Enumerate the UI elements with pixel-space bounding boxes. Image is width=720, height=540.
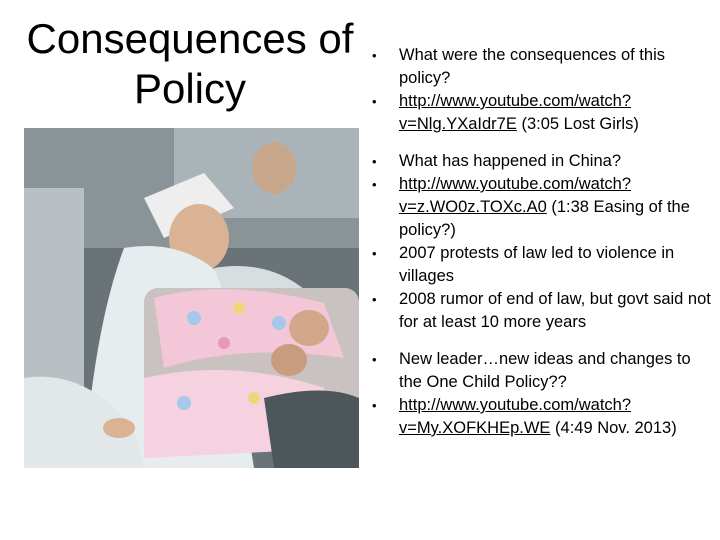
photo-illustration xyxy=(24,128,359,468)
bullet-item xyxy=(367,242,712,288)
youtube-link-nov-2013[interactable]: http://www.youtube.com/watch?v=My.XOFKHEp.WE xyxy=(399,396,632,437)
bullet-item xyxy=(367,150,712,173)
bullet-item xyxy=(367,173,712,242)
bullet-item xyxy=(367,90,712,136)
bullet-suffix: (3:05 Lost Girls) xyxy=(516,115,639,133)
bullet-text: 2008 rumor of end of law, but govt said not for at least 10 more years xyxy=(399,290,711,331)
bullet-item xyxy=(367,288,712,334)
bullet-text: What were the consequences of this policy? xyxy=(399,46,665,87)
bullet-text: New leader…new ideas and changes to the One Child Policy?? xyxy=(399,350,691,391)
youtube-link-lost-girls[interactable]: http://www.youtube.com/watch?v=Nlg.YXaIdr7E xyxy=(399,92,632,133)
bullet-item xyxy=(367,348,712,394)
bullet-suffix: (1:38 Easing of the policy?) xyxy=(399,198,690,239)
title-line-1: Consequences of xyxy=(26,15,354,62)
bullet-text: 2007 protests of law led to violence in villages xyxy=(399,244,675,285)
bullet-item xyxy=(367,394,712,440)
bullet-item xyxy=(367,44,712,90)
youtube-link-easing-policy[interactable]: http://www.youtube.com/watch?v=z.WO0z.TOXc.A0 xyxy=(399,175,632,216)
title-line-2: Policy xyxy=(133,65,247,112)
bullet-list xyxy=(367,44,712,440)
bullet-text: What has happened in China? xyxy=(399,152,621,170)
nurses-newborns-photo xyxy=(24,128,359,468)
bullet-suffix: (4:49 Nov. 2013) xyxy=(550,419,677,437)
slide-title xyxy=(10,14,370,114)
